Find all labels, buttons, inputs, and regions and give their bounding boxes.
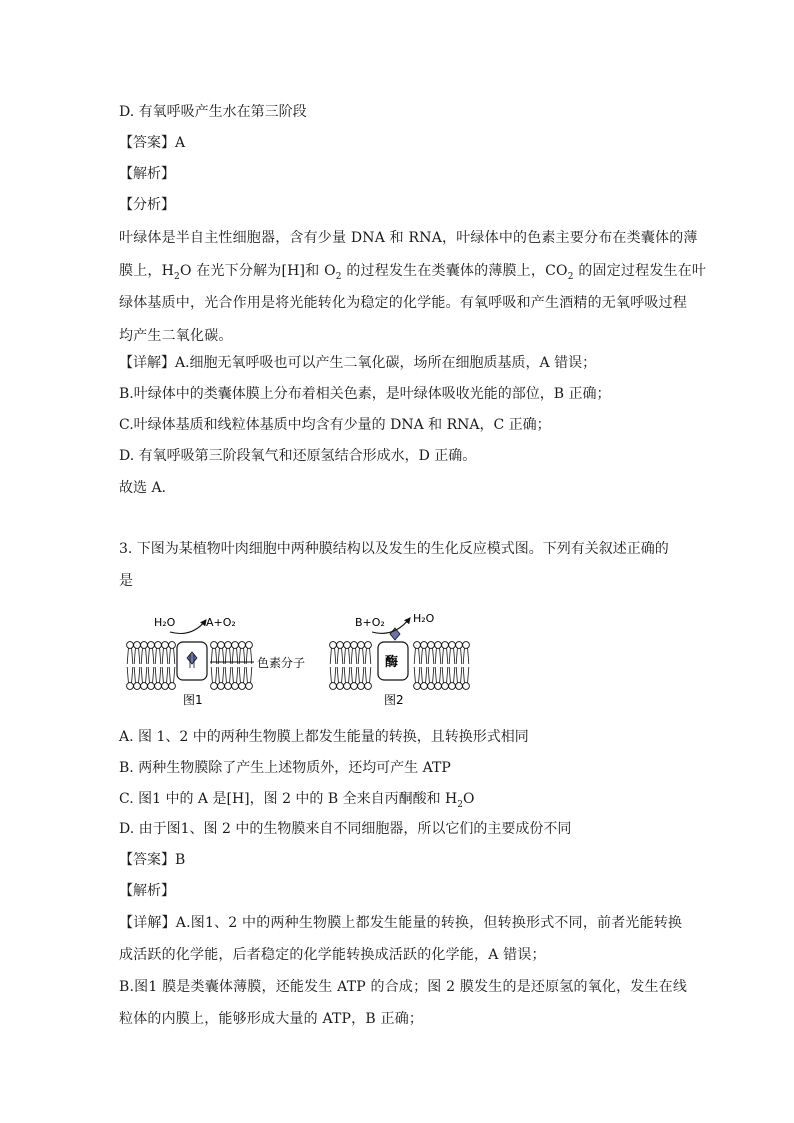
phospholipid-head [211, 642, 218, 664]
fenxi-line-3: 绿体基质中，光合作用是将光能转化为稳定的化学能。有氧呼吸和产生酒精的无氧呼吸过程 [119, 295, 687, 311]
option-d-prev: D. 有氧呼吸产生水在第三阶段 [119, 104, 307, 120]
phospholipid-head [358, 667, 365, 689]
q3-answer: 【答案】B [119, 852, 186, 868]
phospholipid-head [463, 642, 470, 664]
phospholipid-head [456, 642, 463, 664]
phospholipid-head [232, 667, 239, 689]
phospholipid-head [351, 642, 358, 664]
phospholipid-head [141, 642, 148, 664]
detail-line-c: C.叶绿体基质和线粒体基质中均含有少量的 DNA 和 RNA，C 正确； [119, 417, 551, 433]
phospholipid-head [330, 667, 337, 689]
phospholipid-head [225, 642, 232, 664]
phospholipid-head [365, 667, 372, 689]
phospholipid-head [148, 667, 155, 689]
phospholipid-head [365, 642, 372, 664]
detail-line-a: 【详解】A.细胞无氧呼吸也可以产生二氧化碳，场所在细胞质基质，A 错误； [119, 355, 597, 371]
fig1-output: A+O₂ [206, 616, 236, 629]
fenxi-line-1: 叶绿体是半自主性细胞器，含有少量 DNA 和 RNA，叶绿体中的色素主要分布在类囊体的薄 [119, 230, 698, 246]
phospholipid-head [435, 642, 442, 664]
fig2-input: B+O₂ [355, 616, 385, 629]
fig1-caption: 图1 [183, 693, 203, 707]
phospholipid-head [218, 642, 225, 664]
phospholipid-head [428, 667, 435, 689]
fenxi-line-2: 膜上，$H_2O$ 在光下分解为[H]和 $O_2$ 的过程发生在类囊体的薄膜上，$CO_2$ 的固定过程发生在叶 [119, 263, 707, 282]
fenxi-label: 【分析】 [119, 197, 175, 213]
q3-detail-line-2: 成活跃的化学能，后者稳定的化学能转换成活跃的化学能，A 错误； [119, 947, 546, 963]
phospholipid-head [463, 667, 470, 689]
phospholipid-head [351, 667, 358, 689]
phospholipid-head [449, 642, 456, 664]
phospholipid-head [344, 642, 351, 664]
phospholipid-head [337, 667, 344, 689]
answer-prev: 【答案】A [119, 135, 186, 151]
analysis-label-prev: 【解析】 [119, 166, 175, 182]
phospholipid-head [162, 667, 169, 689]
q3-detail-line-1: 【详解】A.图1、2 中的两种生物膜上都发生能量的转换，但转换形式不同，前者光能转换 [119, 915, 683, 931]
reaction-arrow-1 [170, 620, 206, 634]
phospholipid-head [169, 642, 176, 664]
q3-option-b: B. 两种生物膜除了产生上述物质外，还均可产生 ATP [119, 760, 451, 776]
conclusion-prev: 故选 A. [119, 480, 167, 496]
enzyme-marker-icon [390, 628, 400, 640]
fig2-output: H₂O [413, 612, 435, 625]
pigment-label: 色素分子 [257, 656, 306, 670]
detail-line-d: D. 有氧呼吸第三阶段氧气和还原氢结合形成水，D 正确。 [119, 448, 477, 464]
q3-analysis-label: 【解析】 [119, 883, 175, 899]
phospholipid-head [442, 667, 449, 689]
phospholipid-head [344, 667, 351, 689]
phospholipid-head [232, 642, 239, 664]
q3-option-d: D. 由于图1、图 2 中的生物膜来自不同细胞器，所以它们的主要成份不同 [119, 821, 572, 837]
phospholipid-head [456, 667, 463, 689]
phospholipid-head [330, 642, 337, 664]
detail-line-b: B.叶绿体中的类囊体膜上分布着相关色素，是叶绿体吸收光能的部位，B 正确； [119, 386, 611, 402]
phospholipid-head [155, 642, 162, 664]
q3-stem-line-1: 3. 下图为某植物叶肉细胞中两种膜结构以及发生的生化反应模式图。下列有关叙述正确的 [119, 541, 669, 557]
phospholipid-head [421, 642, 428, 664]
phospholipid-head [134, 667, 141, 689]
q3-detail-line-3: B.图1 膜是类囊体薄膜，还能发生 ATP 的合成；图 2 膜发生的是还原氢的氧化，发生在线 [119, 979, 688, 995]
phospholipid-head [421, 667, 428, 689]
phospholipid-head [358, 642, 365, 664]
phospholipid-head [414, 667, 421, 689]
phospholipid-head [218, 667, 225, 689]
membrane-2 [330, 612, 470, 707]
phospholipid-head [239, 642, 246, 664]
phospholipid-head [162, 642, 169, 664]
enzyme-label: 酶 [385, 655, 399, 670]
phospholipid-head [337, 642, 344, 664]
phospholipid-head [225, 667, 232, 689]
phospholipid-head [155, 667, 162, 689]
q3-detail-line-4: 粒体的内膜上，能够形成大量的 ATP，B 正确； [119, 1011, 424, 1027]
phospholipid-head [428, 642, 435, 664]
phospholipid-head [127, 667, 134, 689]
q3-option-c: C. 图1 中的 A 是[H]，图 2 中的 B 全来自丙酮酸和 $H_2O$ [119, 791, 475, 810]
phospholipid-head [127, 642, 134, 664]
phospholipid-head [435, 667, 442, 689]
phospholipid-head [169, 667, 176, 689]
phospholipid-head [449, 667, 456, 689]
phospholipid-head [246, 642, 253, 664]
fig1-input: H₂O [154, 616, 176, 629]
phospholipid-head [414, 642, 421, 664]
phospholipid-head [211, 667, 218, 689]
phospholipid-head [134, 642, 141, 664]
phospholipid-head [246, 667, 253, 689]
phospholipid-head [442, 642, 449, 664]
fenxi-line-4: 均产生二氧化碳。 [119, 328, 233, 344]
q3-stem-line-2: 是 [119, 573, 133, 589]
phospholipid-head [141, 667, 148, 689]
q3-option-a: A. 图 1、2 中的两种生物膜上都发生能量的转换，且转换形式相同 [119, 729, 529, 745]
fig2-caption: 图2 [384, 693, 404, 707]
phospholipid-head [148, 642, 155, 664]
phospholipid-head [239, 667, 246, 689]
membrane-1 [127, 616, 305, 707]
membrane-figure [126, 608, 476, 708]
